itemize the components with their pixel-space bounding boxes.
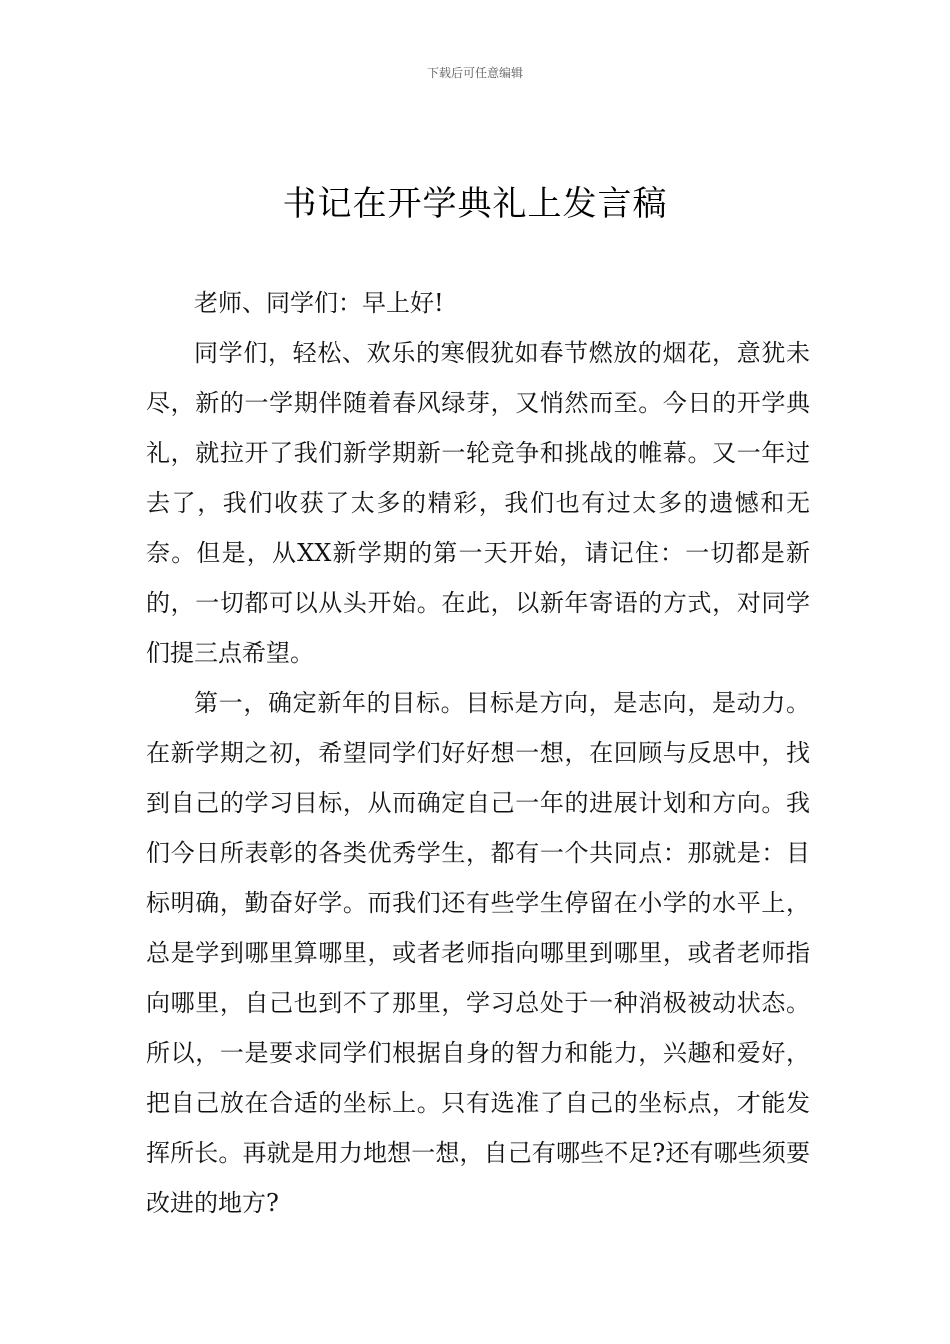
document-title: 书记在开学典礼上发言稿: [282, 184, 668, 224]
paragraph-greeting: 老师、同学们：早上好!: [194, 289, 444, 317]
paragraph-intro: 同学们，轻松、欢乐的寒假犹如春节燃放的烟花，意犹未尽，新的一学期伴随着春风绿芽，又悄然而至。今日的开学典礼，就拉开了我们新学期新一轮竞争和挑战的帷幕。又一年过去了，我们收获了太多的精彩，我们也有过太多的遗憾和无奈。但是，从XX新学期的第一天开始，请记住：一切都是新的，一切都可以从头开始。在此，以新年寄语的方式，对同学们提三点希望。: [146, 339, 810, 667]
document-body: [146, 278, 810, 1228]
paragraph-first-point: 第一，确定新年的目标。目标是方向，是志向，是动力。在新学期之初，希望同学们好好想一想，在回顾与反思中，找到自己的学习目标，从而确定自己一年的进展计划和方向。我们今日所表彰的各类优秀学生，都有一个共同点：那就是：目标明确，勤奋好学。而我们还有些学生停留在小学的水平上，总是学到哪里算哪里，或者老师指向哪里到哪里，或者老师指向哪里，自己也到不了那里，学习总处于一种消极被动状态。所以，一是要求同学们根据自身的智力和能力，兴趣和爱好，把自己放在合适的坐标上。只有选准了自己的坐标点，才能发挥所长。再就是用力地想一想，自己有哪些不足?还有哪些须要改进的地方?: [146, 689, 810, 1217]
header-note: 下载后可任意编辑: [426, 66, 523, 80]
